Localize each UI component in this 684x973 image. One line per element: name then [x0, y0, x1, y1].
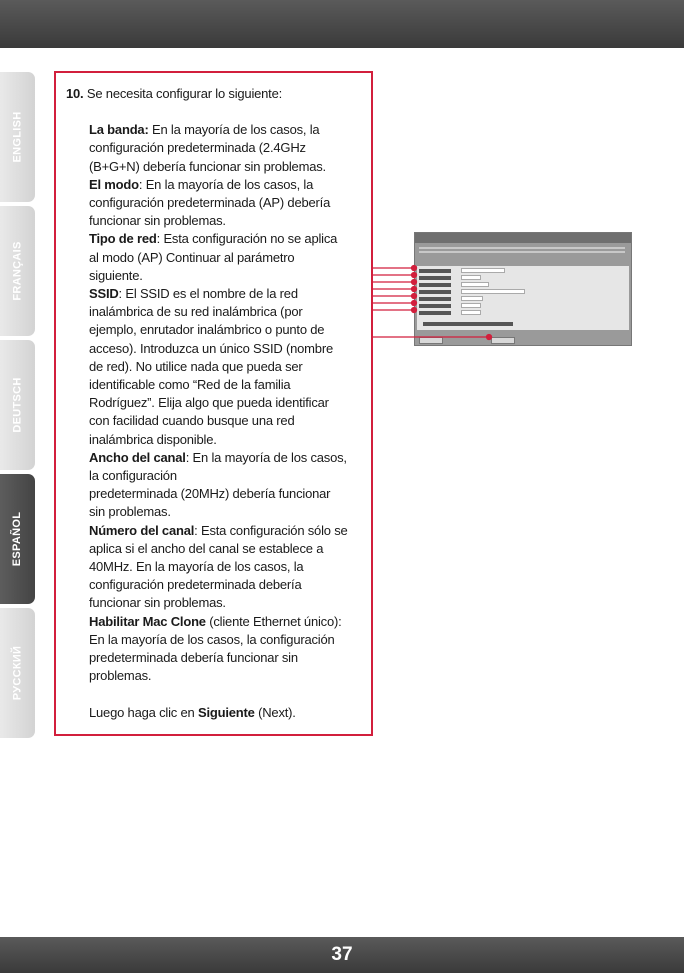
- step-number: 10.: [66, 86, 84, 101]
- header-bar: [0, 0, 684, 48]
- screenshot-info-text: [419, 247, 625, 257]
- tab-francais[interactable]: FRANÇAIS: [0, 206, 35, 336]
- screenshot-next-button: [491, 337, 515, 344]
- item-label-channel-number: Número del canal: [89, 522, 195, 538]
- screenshot-back-button: [419, 337, 443, 344]
- item-label-network-type: Tipo de red: [89, 231, 157, 247]
- item-label-mac-clone: Habilitar Mac Clone: [89, 613, 206, 629]
- instruction-text: 10. Se necesita configurar lo siguiente: La banda: En la mayoría de los casos, la configuración predeterminada (2.4GHz (B+G+N) debería funcionar sin problemas. El modo: En la mayoría de los casos, la configuración predeterminada (AP) debería funcionar sin problemas. Tipo de red: Esta configuración no se aplica al modo (AP) Continuar al parámetro siguiente. SSID: El SSID es el nombre de la red inalámbrica de su red inalámbrica (por ejemplo, enrutador inalámbrico o punto de acceso). Introduzca un único SSID (nombre de red). No utilice nada que pueda ser identificable como “Red de la familia Rodríguez”. Elija algo que pueda identificar con facilidad cuando busque una red inalámbrica disponible. Ancho del canal: En la mayoría de los casos, la configuración predeterminada (20MHz) debería funcionar sin problemas. Número del canal: Esta configuración sólo se aplica si el ancho del canal se establece a 40MHz. En la mayoría de los casos, la configuración predeterminada debería funcionar sin problemas. Habilitar Mac Clone (cliente Ethernet único): En la mayoría de los casos, la configuración predeterminada debería funcionar sin problemas. Luego haga clic en Siguiente (Next).: [66, 85, 366, 722]
- screenshot-header: [415, 233, 631, 243]
- footer-bar: [0, 937, 684, 973]
- item-label-ssid: SSID: [89, 286, 119, 302]
- tab-deutsch[interactable]: DEUTSCH: [0, 340, 35, 470]
- step-intro: Se necesita configurar lo siguiente:: [83, 86, 283, 101]
- item-label-band: La banda:: [89, 122, 149, 138]
- item-label-mode: El modo: [89, 176, 139, 192]
- tab-russian[interactable]: РУССКИЙ: [0, 608, 35, 738]
- page-number: 37: [331, 944, 353, 965]
- closing-line: Luego haga clic en Siguiente (Next).: [89, 704, 296, 720]
- wireless-settings-screenshot: [414, 232, 632, 346]
- next-label: Siguiente: [197, 704, 255, 720]
- tab-espanol[interactable]: ESPAÑOL: [0, 474, 35, 604]
- item-label-channel-width: Ancho del canal: [89, 449, 186, 465]
- screenshot-form-panel: [417, 266, 629, 330]
- tab-english[interactable]: ENGLISH: [0, 72, 35, 202]
